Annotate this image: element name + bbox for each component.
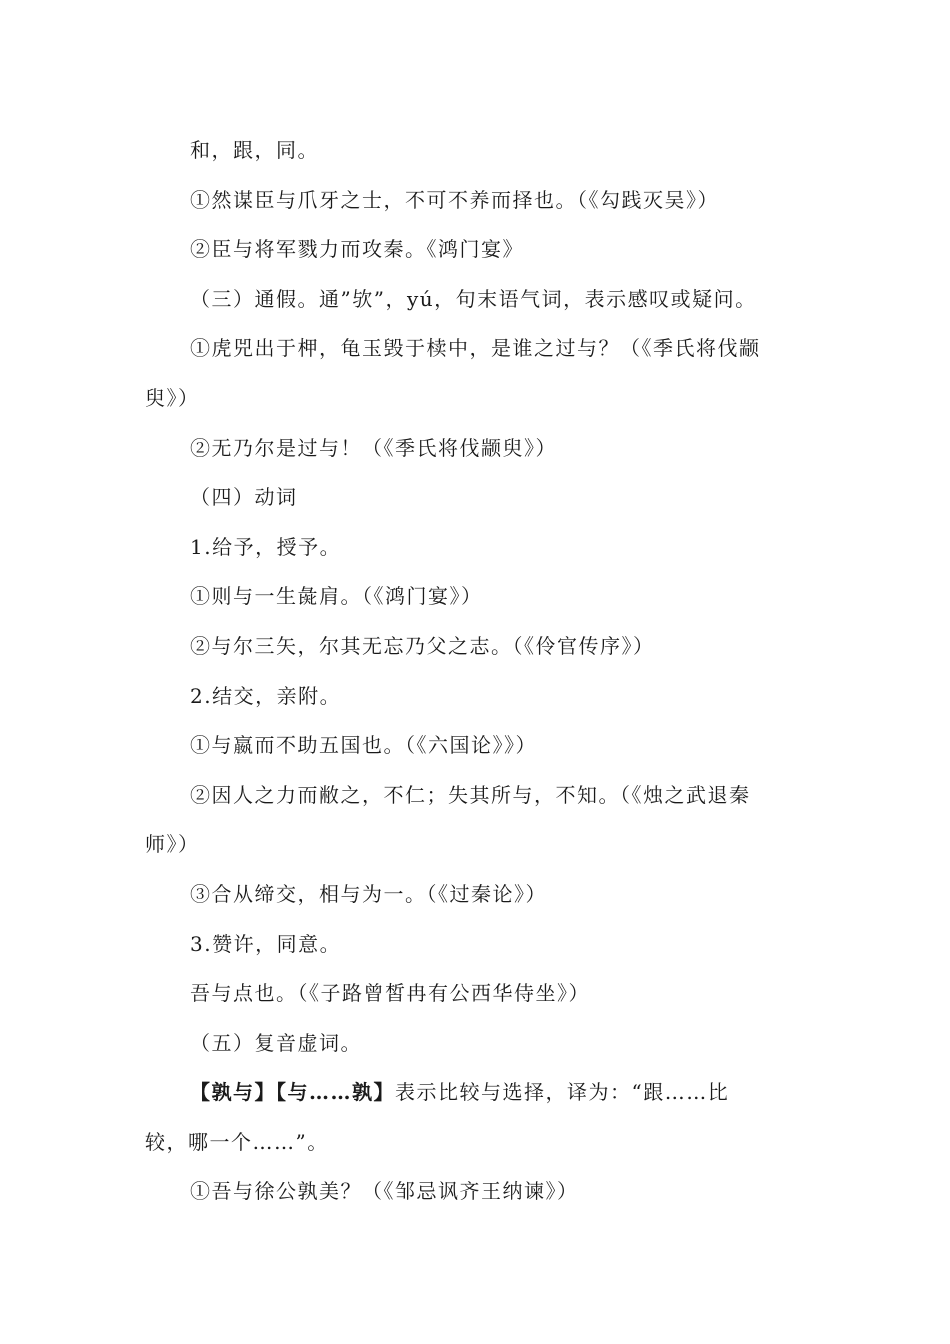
example-line: ②臣与将军戮力而攻秦。《鸿门宴》 xyxy=(190,237,524,262)
example-line: 吾与点也。（《子路曾皙冉有公西华侍坐》） xyxy=(190,981,590,1006)
example-line-continuation: 臾》） xyxy=(145,385,200,410)
example-line: ①则与一生彘肩。（《鸿门宴》） xyxy=(190,584,483,609)
subsection-heading: 3.赞许，同意。 xyxy=(190,931,342,956)
document-body xyxy=(145,126,810,1217)
example-line: ②无乃尔是过与！（《季氏将伐颛臾》） xyxy=(190,435,557,460)
example-line: ①与嬴而不助五国也。（《六国论》》） xyxy=(190,733,537,758)
term-yu-shu: 【与……孰】 xyxy=(276,1080,395,1105)
subsection-heading: 1.给予，授予。 xyxy=(190,534,342,559)
section-heading: （三）通假。通”欤”，yú，句末语气词，表示感叹或疑问。 xyxy=(190,286,757,311)
example-line: ①吾与徐公孰美？（《邹忌讽齐王纳谏》） xyxy=(190,1179,579,1204)
example-line-continuation: 师》） xyxy=(145,832,200,857)
section-heading: （五）复音虚词。 xyxy=(190,1030,362,1055)
term-definition-continuation: 较，哪一个……”。 xyxy=(145,1129,329,1154)
paragraph-line: 和，跟，同。 xyxy=(190,138,319,162)
example-line: ②因人之力而敝之，不仁；失其所与，不知。（《烛之武退秦 xyxy=(190,782,751,807)
example-line: ①然谋臣与爪牙之士，不可不养而择也。（《勾践灭吴》） xyxy=(190,187,719,212)
subsection-heading: 2.结交，亲附。 xyxy=(190,683,342,708)
term-shu-yu: 【孰与】 xyxy=(190,1080,276,1105)
term-definition-line xyxy=(145,1068,810,1118)
section-heading: （四）动词 xyxy=(190,485,298,510)
example-line: ①虎兕出于柙，龟玉毁于椟中，是谁之过与？（《季氏将伐颛 xyxy=(190,336,761,361)
example-line: ②与尔三矢，尔其无忘乃父之志。（《伶官传序》） xyxy=(190,633,655,658)
term-definition-text: 表示比较与选择，译为：“跟……比 xyxy=(395,1080,730,1105)
example-line: ③合从缔交，相与为一。（《过秦论》） xyxy=(190,881,547,906)
